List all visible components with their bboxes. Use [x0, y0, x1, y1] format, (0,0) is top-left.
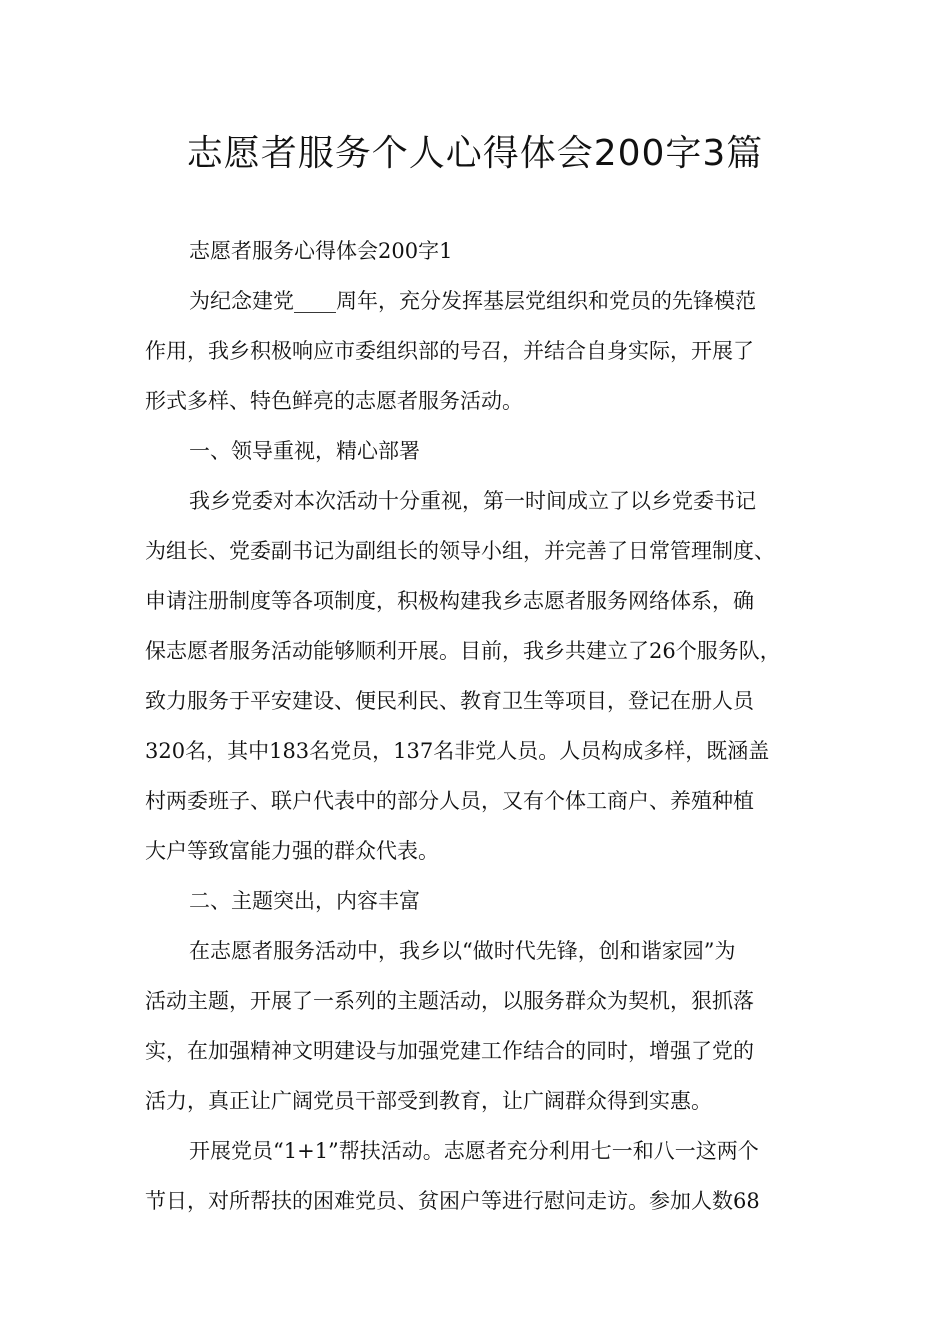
paragraph-line: 致力服务于平安建设、便民利民、教育卫生等项目，登记在册人员	[145, 689, 754, 713]
paragraph-line: 节日，对所帮扶的困难党员、贫困户等进行慰问走访。参加人数68	[145, 1189, 760, 1213]
document-title: 志愿者服务个人心得体会200字3篇	[186, 133, 764, 174]
paragraph-line: 为组长、党委副书记为副组长的领导小组，并完善了日常管理制度、	[145, 539, 775, 563]
paragraph-line: 实，在加强精神文明建设与加强党建工作结合的同时，增强了党的	[145, 1039, 754, 1063]
section-heading: 志愿者服务心得体会200字1	[189, 239, 453, 263]
paragraph-line: 保志愿者服务活动能够顺利开展。目前，我乡共建立了26个服务队，	[145, 639, 781, 663]
paragraph-line: 为纪念建党____周年，充分发挥基层党组织和党员的先锋模范	[189, 289, 756, 313]
paragraph-line: 作用，我乡积极响应市委组织部的号召，并结合自身实际，开展了	[145, 339, 754, 363]
paragraph-line: 开展党员“1+1”帮扶活动。志愿者充分利用七一和八一这两个	[189, 1139, 759, 1163]
paragraph-line: 在志愿者服务活动中，我乡以“做时代先锋，创和谐家园”为	[189, 939, 736, 963]
paragraph-line: 村两委班子、联户代表中的部分人员，又有个体工商户、养殖种植	[145, 789, 754, 813]
paragraph-line: 形式多样、特色鲜亮的志愿者服务活动。	[145, 389, 523, 413]
paragraph-line: 大户等致富能力强的群众代表。	[145, 839, 439, 863]
subsection-heading: 二、主题突出，内容丰富	[189, 889, 420, 913]
paragraph-line: 活力，真正让广阔党员干部受到教育，让广阔群众得到实惠。	[145, 1089, 712, 1113]
paragraph-line: 我乡党委对本次活动十分重视，第一时间成立了以乡党委书记	[189, 489, 756, 513]
paragraph-line: 活动主题，开展了一系列的主题活动，以服务群众为契机，狠抓落	[145, 989, 754, 1013]
paragraph-line: 320名，其中183名党员，137名非党人员。人员构成多样，既涵盖	[145, 739, 770, 763]
subsection-heading: 一、领导重视，精心部署	[189, 439, 420, 463]
paragraph-line: 申请注册制度等各项制度，积极构建我乡志愿者服务网络体系，确	[145, 589, 754, 613]
